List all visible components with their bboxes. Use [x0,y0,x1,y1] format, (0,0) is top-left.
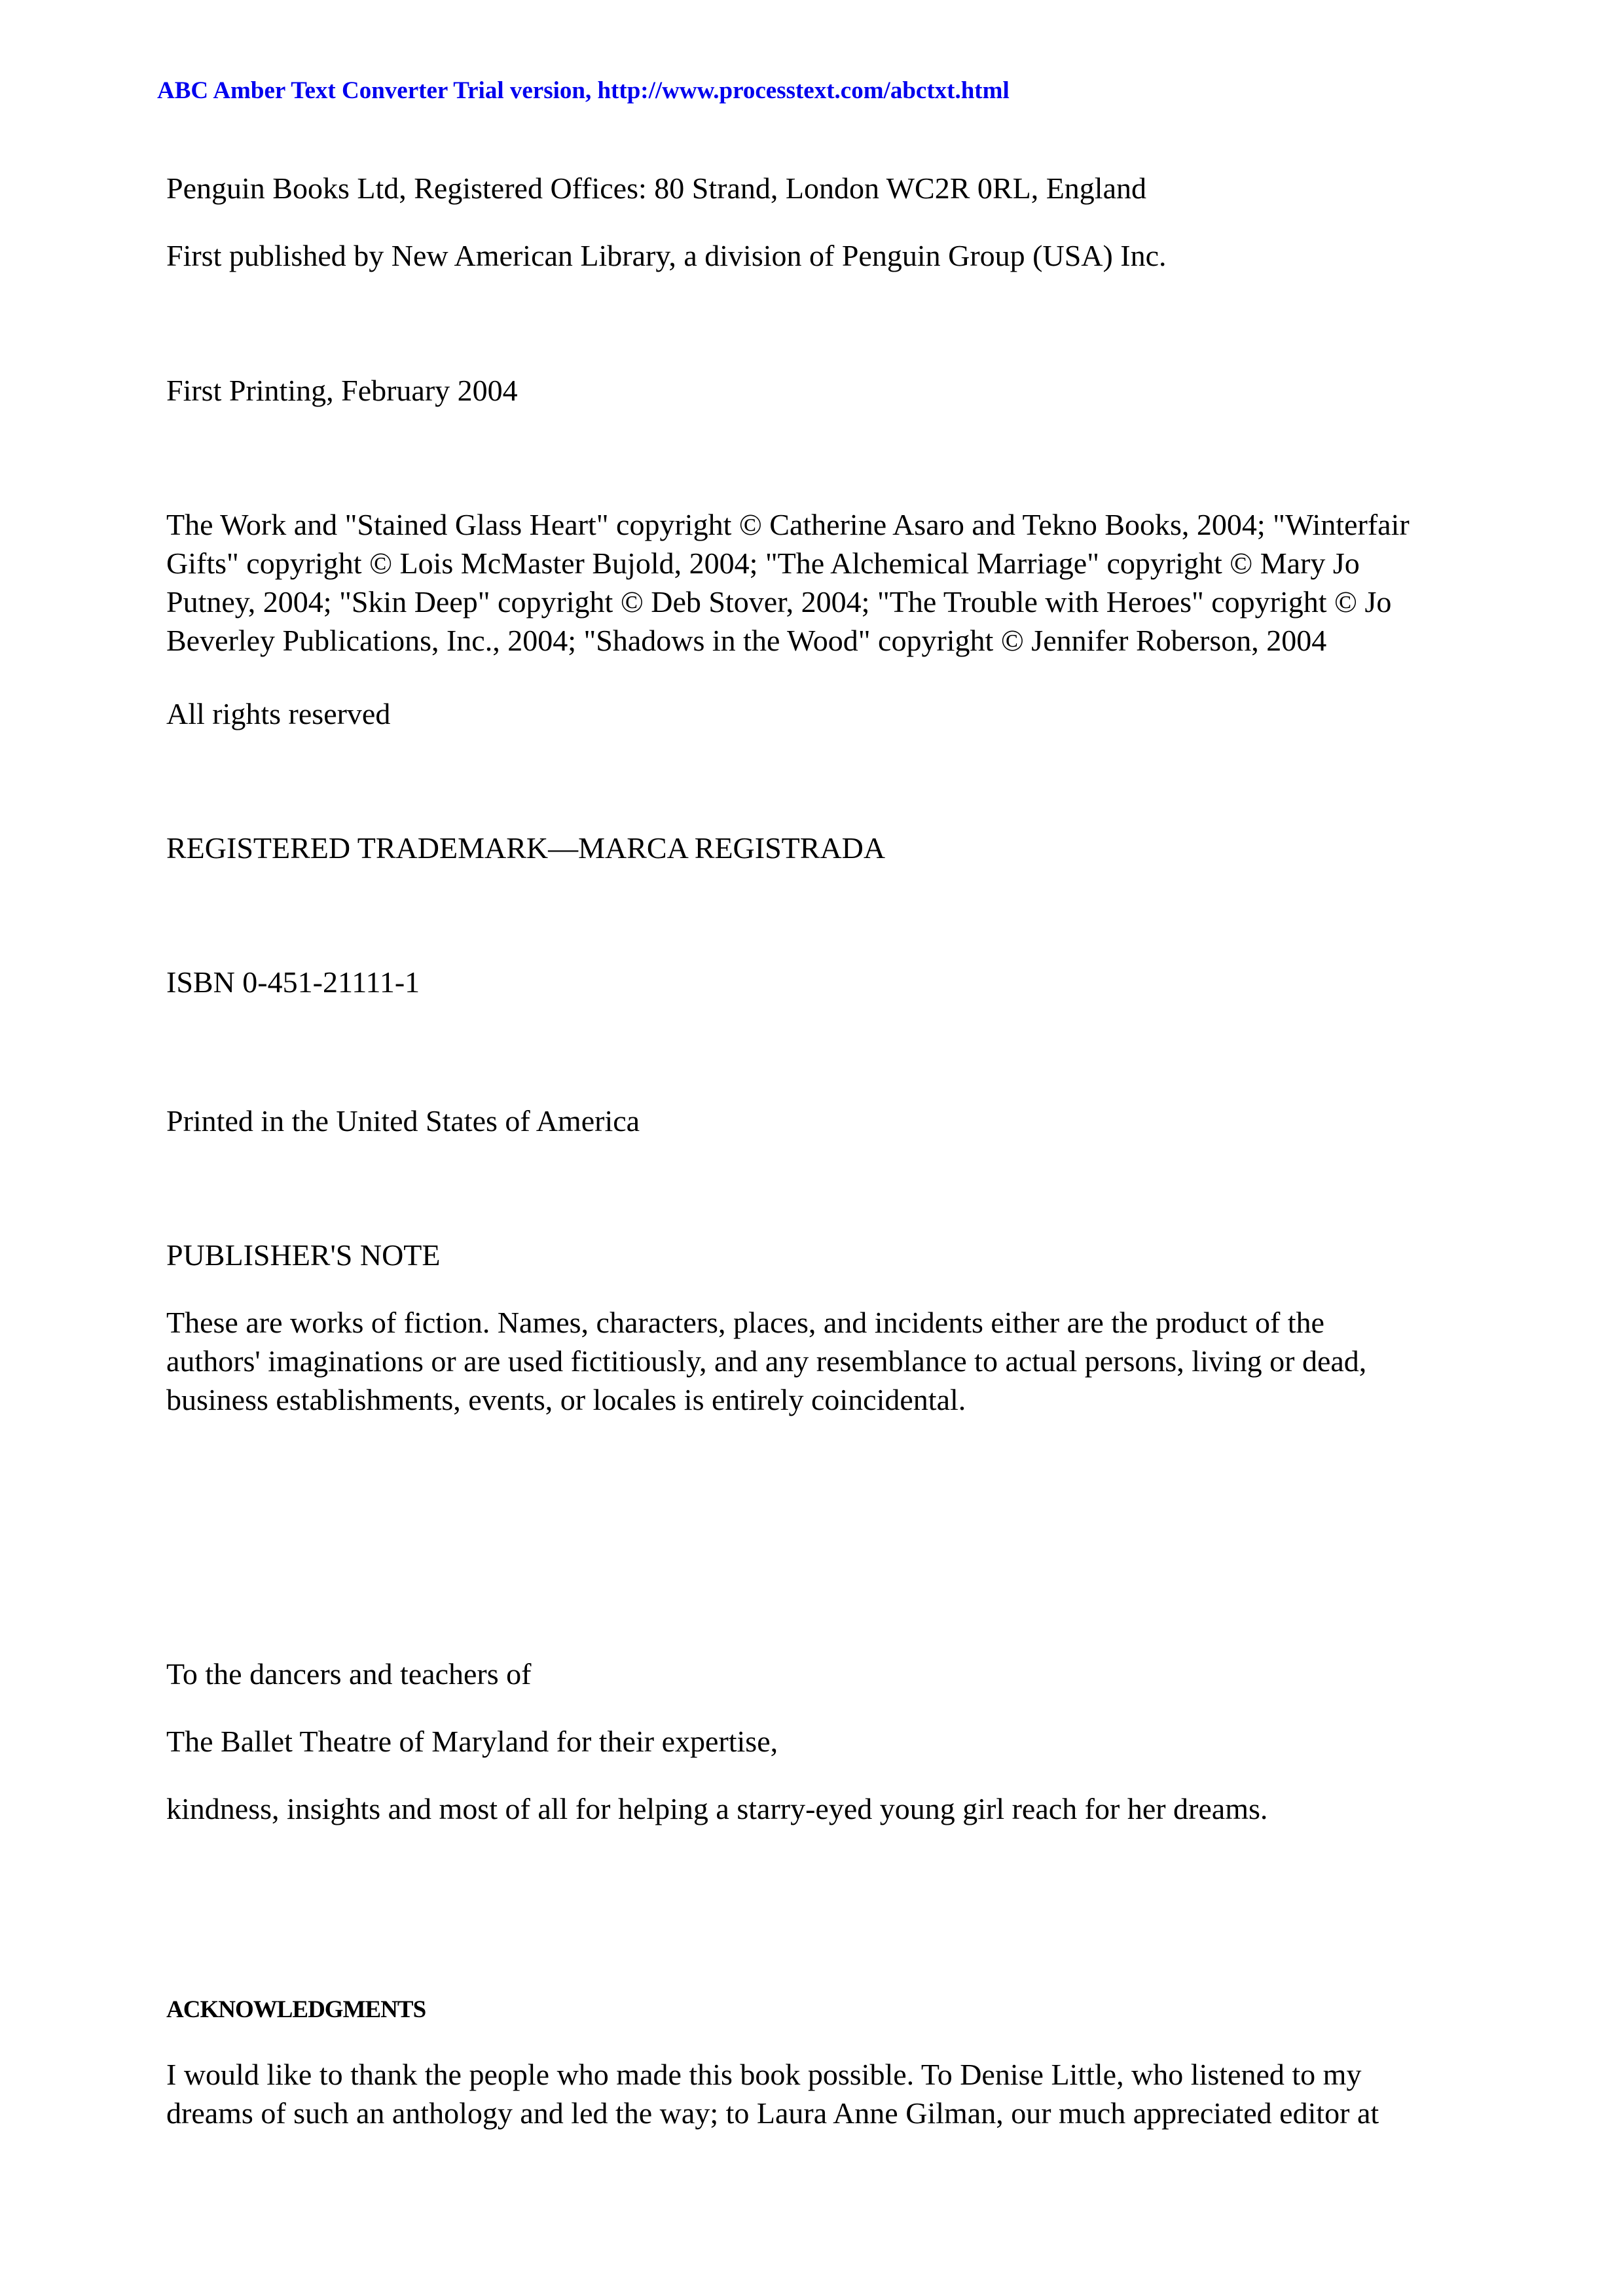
publishers-note-line: These are works of fiction. Names, characters, places, and incidents either are the product of the [166,1306,1324,1339]
dedication-line: To the dancers and teachers of [166,1657,532,1691]
copyright-notice [166,505,1476,660]
copyright-line: Putney, 2004; "Skin Deep" copyright © Deb Stover, 2004; "The Trouble with Heroes" copyright © Jo [166,585,1392,619]
dedication-line: kindness, insights and most of all for helping a starry-eyed young girl reach for her dreams. [166,1792,1268,1825]
acknowledgments-heading: ACKNOWLEDGMENTS [166,1996,426,2023]
acknowledgments-line: dreams of such an anthology and led the way; to Laura Anne Gilman, our much appreciated editor at [166,2096,1379,2130]
converter-trial-link[interactable]: ABC Amber Text Converter Trial version, http://www.processtext.com/abctxt.html [157,77,1010,104]
isbn-line: ISBN 0-451-21111-1 [166,965,420,999]
publishers-note-heading: PUBLISHER'S NOTE [166,1238,441,1272]
trademark-line: REGISTERED TRADEMARK—MARCA REGISTRADA [166,831,886,865]
printed-in-line: Printed in the United States of America [166,1104,640,1138]
publishers-note-line: business establishments, events, or locales is entirely coincidental. [166,1383,966,1416]
copyright-line: The Work and "Stained Glass Heart" copyright © Catherine Asaro and Tekno Books, 2004; "Winterfair [166,508,1410,541]
acknowledgments-line: I would like to thank the people who made this book possible. To Denise Little, who listened to my [166,2058,1362,2091]
publisher-address: Penguin Books Ltd, Registered Offices: 80 Strand, London WC2R 0RL, England [166,171,1146,205]
first-published-line: First published by New American Library, a division of Penguin Group (USA) Inc. [166,239,1167,272]
dedication-line: The Ballet Theatre of Maryland for their expertise, [166,1725,778,1758]
publishers-note-body [166,1303,1476,1419]
acknowledgments-body [166,2055,1476,2132]
publishers-note-line: authors' imaginations or are used fictitiously, and any resemblance to actual persons, living or dead, [166,1344,1367,1378]
first-printing-line: First Printing, February 2004 [166,374,518,407]
rights-reserved: All rights reserved [166,697,391,730]
copyright-line: Beverley Publications, Inc., 2004; "Shadows in the Wood" copyright © Jennifer Roberson, 2004 [166,624,1327,657]
copyright-line: Gifts" copyright © Lois McMaster Bujold, 2004; "The Alchemical Marriage" copyright © Mary Jo [166,547,1360,580]
